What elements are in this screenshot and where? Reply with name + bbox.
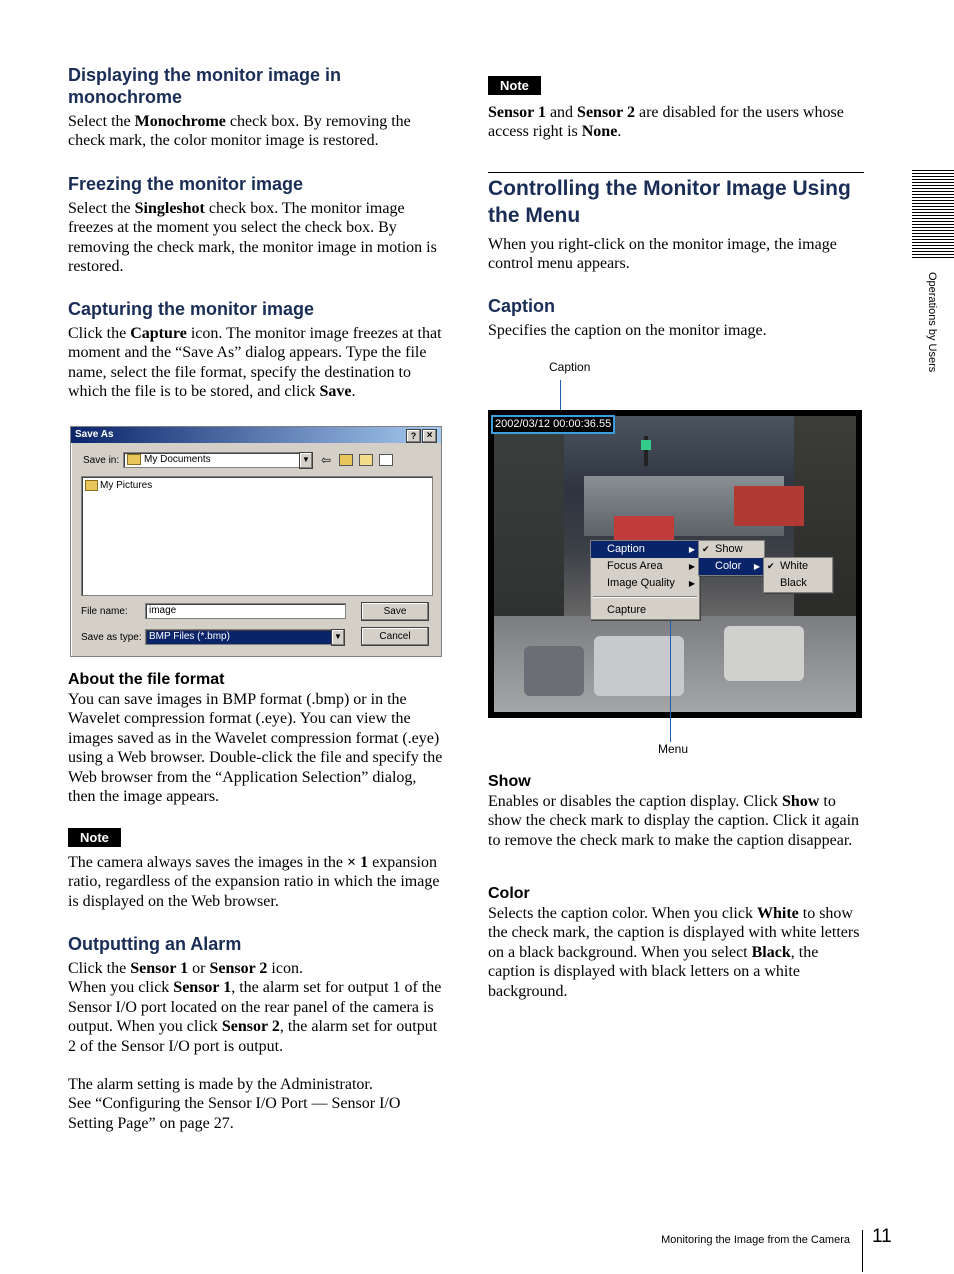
folder-icon [85, 480, 98, 491]
folder-icon [127, 454, 141, 465]
menu-item-image-quality[interactable]: Image Quality ▶ [591, 575, 699, 592]
chevron-right-icon: ▶ [753, 562, 760, 571]
chevron-right-icon: ▶ [688, 579, 695, 588]
file-name-input[interactable]: image [145, 603, 346, 619]
heading-controlling: Controlling the Monitor Image Using the Menu [488, 177, 851, 227]
heading-freezing: Freezing the monitor image [68, 174, 304, 194]
para-alarm: Click the Sensor 1 or Sensor 2 icon. When you click Sensor 1, the alarm set for output 1 of the Sensor I/O port located on the rear panel of the camera is output. When you click Sensor 2, the alarm set for output 2 of the Sensor I/O port is output. [68, 960, 442, 1055]
back-arrow-icon[interactable]: ⇦ [321, 453, 332, 467]
heading-show: Show [488, 773, 531, 790]
save-as-type-select[interactable]: BMP Files (*.bmp) [145, 629, 332, 645]
menu-item-color[interactable]: Color ▶ [699, 558, 764, 575]
para-note-right: Sensor 1 and Sensor 2 are disabled for the users whose access right is None. [488, 104, 844, 141]
check-icon: ✔ [702, 544, 710, 554]
chevron-right-icon: ▶ [688, 562, 695, 571]
callout-line [670, 620, 671, 742]
menu-item-white[interactable]: ✔ White [764, 558, 832, 575]
para-caption: Specifies the caption on the monitor image. [488, 322, 767, 339]
heading-caption: Caption [488, 296, 555, 316]
check-icon: ✔ [767, 561, 775, 571]
file-name-label: File name: [81, 606, 128, 617]
note-badge: Note [488, 76, 541, 95]
side-tab-stripes [912, 170, 954, 260]
note-badge: Note [68, 828, 121, 847]
side-tab-label: Operations by Users [926, 272, 938, 373]
para-show: Enables or disables the caption display. Click Show to show the check mark to display the caption. Click it again to remove the check mark to make the caption disappear. [488, 793, 860, 849]
dialog-title: Save As [75, 429, 114, 440]
save-as-type-label: Save as type: [81, 632, 142, 643]
color-submenu [763, 557, 833, 593]
close-button[interactable]: × [422, 429, 437, 443]
heading-capturing: Capturing the monitor image [68, 299, 315, 319]
monitor-image-frame [488, 410, 862, 718]
view-menu-icon[interactable] [379, 454, 393, 466]
caption-timestamp: 2002/03/12 00:00:36.55 [491, 415, 615, 434]
section-rule [488, 172, 864, 173]
heading-color: Color [488, 885, 530, 902]
help-button[interactable]: ? [406, 429, 421, 443]
para-alarm-admin: The alarm setting is made by the Administrator. See “Configuring the Sensor I/O Port — Sensor I/O Setting Page” on page 27. [68, 1076, 401, 1132]
heading-file-format: About the file format [68, 671, 225, 688]
para-monochrome: Select the Monochrome check box. By removing the check mark, the color monitor image is restored. [68, 113, 411, 150]
chevron-down-icon[interactable]: ▼ [331, 629, 345, 646]
menu-item-capture[interactable]: Capture [607, 604, 647, 616]
heading-monochrome: Displaying the monitor image in monochrome [68, 65, 342, 107]
menu-item-show[interactable]: ✔ Show [699, 541, 764, 558]
footer-section-title: Monitoring the Image from the Camera [661, 1234, 850, 1246]
save-as-dialog [70, 426, 442, 657]
save-in-select[interactable] [123, 452, 302, 468]
para-capturing: Click the Capture icon. The monitor image freezes at that moment and the “Save As” dialog appears. Type the file name, select the file format, specify the destination to which the file is to be stored, and click Save. [68, 325, 442, 401]
para-color: Selects the caption color. When you click White to show the check mark, the caption is displayed with white letters on a black background. When you select Black, the caption is displayed with black letters on a white background. [488, 905, 860, 1000]
save-in-label: Save in: [83, 455, 120, 466]
para-note-left: The camera always saves the images in the × 1 expansion ratio, regardless of the expansion ratio in which the image is displayed on the Web browser. [68, 854, 440, 910]
heading-alarm: Outputting an Alarm [68, 934, 242, 954]
para-freezing: Select the Singleshot check box. The monitor image freezes at the moment you select the check box. By removing the check mark, the monitor image in motion is restored. [68, 200, 437, 276]
callout-caption-label: Caption [549, 360, 591, 374]
menu-item-caption[interactable]: Caption ▶ [591, 541, 699, 558]
chevron-right-icon: ▶ [688, 545, 695, 554]
context-menu [590, 540, 700, 620]
callout-line [560, 380, 561, 414]
file-list[interactable] [81, 476, 433, 596]
chevron-down-icon[interactable]: ▼ [299, 452, 313, 469]
page-number: 11 [872, 1226, 892, 1247]
save-button[interactable]: Save [361, 602, 429, 621]
up-folder-icon[interactable] [339, 454, 353, 466]
list-item[interactable]: My Pictures [85, 480, 152, 491]
para-file-format: You can save images in BMP format (.bmp) or in the Wavelet compression format (.eye). You can view the images saved as in the Wavelet compression format (.eye) using a Web browser. Double-click the file and specify the Web browser from the “Application Selection” dialog, then the image appears. [68, 691, 443, 806]
menu-item-focus-area[interactable]: Focus Area ▶ [591, 558, 699, 575]
save-in-value: My Documents [144, 454, 211, 465]
new-folder-icon[interactable] [359, 454, 373, 466]
menu-item-black[interactable]: Black [780, 577, 807, 589]
para-controlling: When you right-click on the monitor image, the image control menu appears. [488, 236, 837, 273]
footer-divider [862, 1230, 863, 1272]
dialog-title-bar [71, 427, 441, 443]
menu-separator [593, 596, 697, 598]
caption-submenu [698, 540, 765, 576]
cancel-button[interactable]: Cancel [361, 627, 429, 646]
callout-menu-label: Menu [658, 742, 689, 756]
